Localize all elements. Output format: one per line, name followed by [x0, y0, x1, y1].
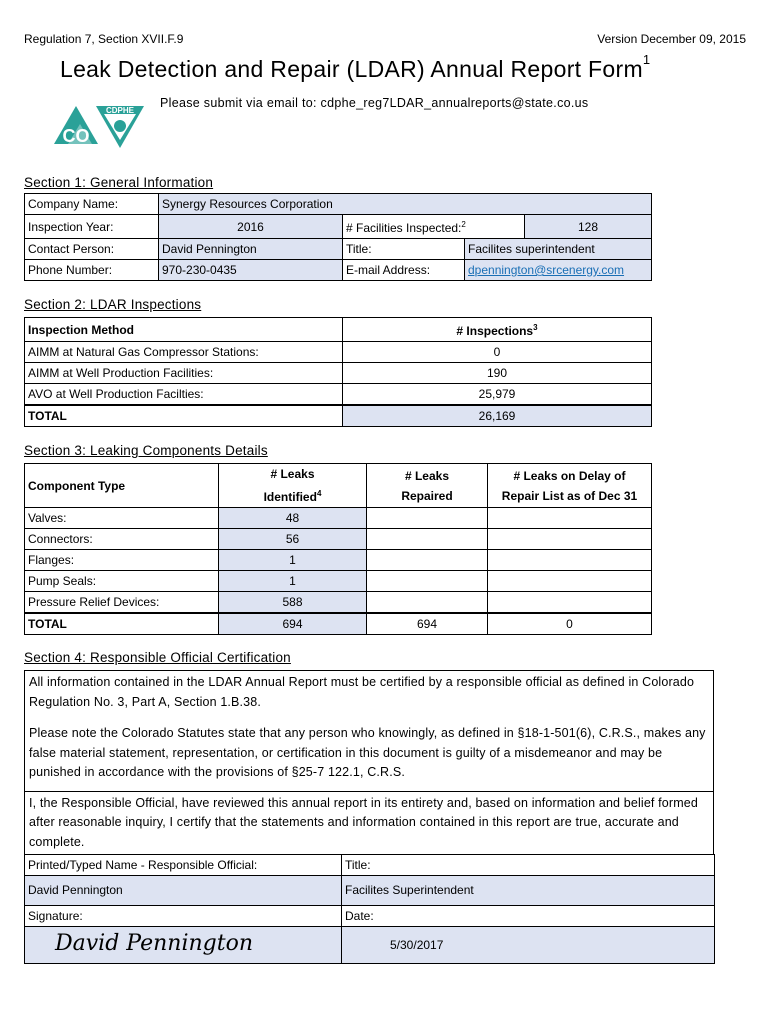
- inspections-cell[interactable]: 190: [343, 363, 652, 384]
- contact-value[interactable]: David Pennington: [159, 239, 343, 260]
- type-cell: Pump Seals:: [25, 571, 219, 592]
- table-row: [25, 529, 652, 550]
- phone-label: Phone Number:: [25, 260, 159, 281]
- inspections-cell[interactable]: 25,979: [343, 384, 652, 406]
- repaired-cell[interactable]: [367, 571, 488, 592]
- col-inspections-header: [343, 318, 652, 342]
- col-repaired-line2: Repaired: [401, 488, 453, 503]
- repaired-cell[interactable]: [367, 508, 488, 529]
- col-repaired-header: [367, 464, 488, 508]
- inspections-table: [24, 317, 652, 427]
- table-row: [25, 342, 652, 363]
- col-repaired-line1: # Leaks: [404, 468, 450, 483]
- table-row: [25, 571, 652, 592]
- identified-cell[interactable]: 1: [219, 571, 367, 592]
- inspections-footnote: 3: [533, 323, 538, 332]
- facilities-value[interactable]: 128: [525, 215, 652, 239]
- col-identified-line2: Identified: [263, 490, 317, 504]
- date-value[interactable]: 5/30/2017: [342, 927, 715, 964]
- cert-paragraph-2: Please note the Colorado Statutes state that any person who knowingly, as defined in §18-1-501(6), C.R.S., makes any false material statement, representation, or certification in this document is guilty of a misdemeanor and may be punished in accordance with the provisions of §25-7 122.1, C.R.S.: [29, 726, 706, 779]
- company-label: Company Name:: [25, 194, 159, 215]
- table-row: [25, 550, 652, 571]
- signature-value[interactable]: [25, 927, 342, 964]
- type-cell: Flanges:: [25, 550, 219, 571]
- cdphe-logo-icon: [40, 100, 158, 152]
- identified-footnote: 4: [316, 489, 322, 498]
- official-title-value[interactable]: Facilites Superintendent: [342, 876, 715, 906]
- table-row: [25, 363, 652, 384]
- title-label: Title:: [343, 239, 465, 260]
- submit-note: Please submit via email to: cdphe_reg7LDAR_annualreports@state.co.us: [160, 96, 589, 110]
- page-title-text: Leak Detection and Repair (LDAR) Annual Report Form: [60, 56, 643, 82]
- identified-cell[interactable]: 1: [219, 550, 367, 571]
- delay-cell[interactable]: [488, 550, 652, 571]
- title-value[interactable]: Facilites superintendent: [465, 239, 652, 260]
- identified-cell[interactable]: 588: [219, 592, 367, 614]
- email-label: E-mail Address:: [343, 260, 465, 281]
- col-inspections-text: # Inspections: [456, 324, 534, 338]
- section2-title: Section 2: LDAR Inspections: [24, 297, 202, 312]
- type-cell: Connectors:: [25, 529, 219, 550]
- total-identified: 694: [219, 613, 367, 635]
- table-row: [25, 384, 652, 406]
- repaired-cell[interactable]: [367, 592, 488, 614]
- general-info-table: [24, 193, 652, 281]
- company-value[interactable]: Synergy Resources Corporation: [159, 194, 652, 215]
- leaks-table: [24, 463, 652, 635]
- inspections-cell[interactable]: 0: [343, 342, 652, 363]
- cert-paragraph-3: I, the Responsible Official, have reviewed this annual report in its entirety and, based on information and belief formed after reasonable inquiry, I certify that the statements and information contained in this report are true, accurate and complete.: [29, 795, 698, 849]
- total-inspections: 26,169: [343, 405, 652, 427]
- facilities-label-text: # Facilities Inspected:: [346, 221, 462, 235]
- col-delay-header: [488, 464, 652, 508]
- identified-cell[interactable]: 56: [219, 529, 367, 550]
- regulation-label: Regulation 7, Section XVII.F.9: [24, 32, 184, 46]
- col-identified-line1: # Leaks: [270, 467, 315, 481]
- certification-box: [24, 670, 714, 855]
- contact-label: Contact Person:: [25, 239, 159, 260]
- total-label: TOTAL: [25, 405, 343, 427]
- col-method-header: Inspection Method: [25, 318, 343, 342]
- total-repaired[interactable]: 694: [367, 613, 488, 635]
- delay-cell[interactable]: [488, 592, 652, 614]
- year-value[interactable]: 2016: [159, 215, 343, 239]
- section1-title: Section 1: General Information: [24, 175, 214, 190]
- name-value[interactable]: David Pennington: [25, 876, 342, 906]
- facilities-footnote: 2: [461, 220, 466, 229]
- delay-cell[interactable]: [488, 571, 652, 592]
- official-title-label: Title:: [342, 855, 715, 876]
- logo-top-text: CDPHE: [105, 106, 135, 115]
- repaired-cell[interactable]: [367, 550, 488, 571]
- total-row: [25, 613, 652, 635]
- section4-title: Section 4: Responsible Official Certification: [24, 650, 291, 665]
- repaired-cell[interactable]: [367, 529, 488, 550]
- logo-main-text: CO: [62, 126, 90, 146]
- signature-table: [24, 854, 715, 964]
- table-row: [25, 508, 652, 529]
- signature-script: David Pennington: [55, 931, 254, 956]
- table-row: [25, 592, 652, 614]
- delay-cell[interactable]: [488, 529, 652, 550]
- section3-title: Section 3: Leaking Components Details: [24, 443, 268, 458]
- name-label: Printed/Typed Name - Responsible Official:: [25, 855, 342, 876]
- page-title: [60, 52, 651, 83]
- method-cell: AVO at Well Production Facilties:: [25, 384, 343, 406]
- delay-cell[interactable]: [488, 508, 652, 529]
- col-type-header: Component Type: [25, 464, 219, 508]
- total-label: TOTAL: [25, 613, 219, 635]
- col-delay-line1: # Leaks on Delay of: [513, 468, 626, 483]
- cert-paragraph-1: All information contained in the LDAR Annual Report must be certified by a responsible official as defined in Colorado Regulation No. 3, Part A, Section 1.B.38.: [29, 675, 695, 709]
- type-cell: Pressure Relief Devices:: [25, 592, 219, 614]
- title-footnote: 1: [642, 52, 651, 67]
- type-cell: Valves:: [25, 508, 219, 529]
- method-cell: AIMM at Well Production Facilities:: [25, 363, 343, 384]
- date-label: Date:: [342, 906, 715, 927]
- email-value[interactable]: [465, 260, 652, 281]
- year-label: Inspection Year:: [25, 215, 159, 239]
- col-identified-header: [219, 464, 367, 508]
- version-label: Version December 09, 2015: [597, 32, 746, 46]
- col-delay-line2: Repair List as of Dec 31: [501, 488, 638, 503]
- phone-value[interactable]: 970-230-0435: [159, 260, 343, 281]
- method-cell: AIMM at Natural Gas Compressor Stations:: [25, 342, 343, 363]
- total-delay[interactable]: 0: [488, 613, 652, 635]
- total-row: [25, 405, 652, 427]
- email-link[interactable]: dpennington@srcenergy.com: [468, 263, 625, 277]
- identified-cell[interactable]: 48: [219, 508, 367, 529]
- facilities-label: [343, 215, 525, 239]
- signature-label: Signature:: [25, 906, 342, 927]
